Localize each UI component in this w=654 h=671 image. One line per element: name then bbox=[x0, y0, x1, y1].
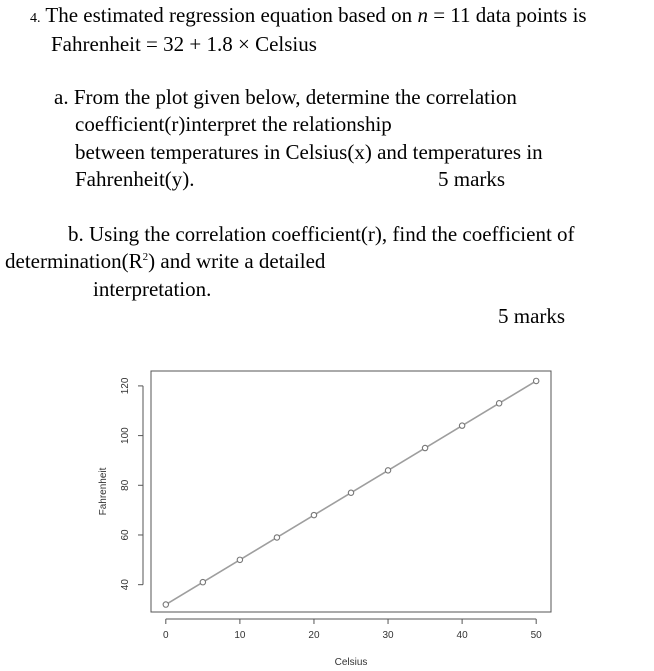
y-tick-label: 80 bbox=[120, 479, 131, 491]
question-number: 4. bbox=[30, 11, 41, 26]
y-axis-label: Fahrenheit bbox=[98, 467, 109, 516]
part-a-marks: 5 marks bbox=[438, 167, 506, 191]
x-tick-label: 40 bbox=[456, 630, 468, 641]
data-point bbox=[200, 579, 205, 584]
part-b-line-1: b. Using the correlation coefficient(r), find the coefficient of bbox=[68, 222, 575, 246]
data-point bbox=[459, 423, 464, 428]
x-tick-label: 0 bbox=[163, 630, 169, 641]
question-intro-prefix: The estimated regression equation based on bbox=[45, 3, 413, 27]
y-tick-label: 40 bbox=[120, 579, 131, 591]
regression-equation: Fahrenheit = 32 + 1.8 × Celsius bbox=[51, 32, 317, 56]
data-point bbox=[274, 535, 279, 540]
part-b-line-3: interpretation. bbox=[93, 277, 212, 301]
data-point bbox=[496, 401, 501, 406]
squared-superscript: 2 bbox=[142, 251, 149, 263]
part-a-line-1: a. From the plot given below, determine the correlation bbox=[54, 85, 517, 109]
x-tick-label: 30 bbox=[382, 630, 394, 641]
data-point bbox=[348, 490, 353, 495]
data-point bbox=[422, 445, 427, 450]
part-a-line-3: between temperatures in Celsius(x) and temperatures in bbox=[75, 140, 543, 164]
data-point bbox=[237, 557, 242, 562]
data-point bbox=[311, 512, 316, 517]
y-tick-label: 100 bbox=[120, 427, 131, 444]
part-b-marks: 5 marks bbox=[498, 304, 566, 328]
x-tick-label: 20 bbox=[308, 630, 320, 641]
data-point bbox=[533, 378, 538, 383]
x-tick-label: 50 bbox=[530, 630, 542, 641]
y-tick-label: 120 bbox=[120, 377, 131, 395]
part-b-line-2-prefix: determination(R bbox=[5, 249, 143, 273]
x-axis-label: Celsius bbox=[334, 657, 368, 668]
data-point bbox=[163, 602, 168, 607]
question-intro-suffix: = 11 data points is bbox=[433, 3, 587, 27]
part-a-line-2: coefficient(r)interpret the relationship bbox=[75, 112, 392, 136]
n-symbol: n bbox=[417, 3, 428, 27]
part-b-line-2-suffix: ) and write a detailed bbox=[148, 249, 326, 273]
part-a-line-4: Fahrenheit(y). bbox=[75, 167, 195, 191]
y-tick-label: 60 bbox=[120, 529, 131, 541]
data-point bbox=[385, 468, 390, 473]
x-tick-label: 10 bbox=[234, 630, 246, 641]
